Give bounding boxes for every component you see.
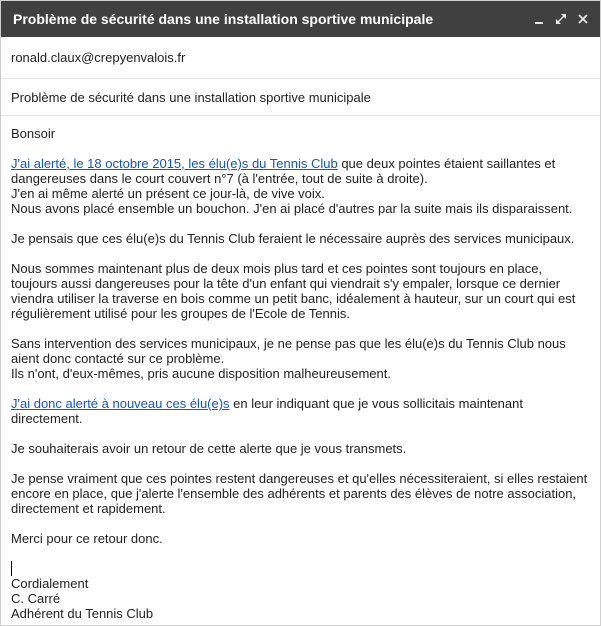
paragraph-8: Merci pour ce retour donc. <box>11 531 163 546</box>
signature <box>11 561 590 621</box>
link-second-alert[interactable]: J'ai donc alerté à nouveau ces élu(e)s <box>11 396 230 411</box>
minimize-icon[interactable] <box>528 8 550 30</box>
window-title: Problème de sécurité dans une installation sportive municipale <box>13 11 434 27</box>
paragraph-5: J'ai donc alerté à nouveau ces élu(e)s en leur indiquant que je vous sollicitais maintenant directement. <box>11 396 523 426</box>
paragraph-6: Je souhaiterais avoir un retour de cette alerte que je vous transmets. <box>11 441 407 456</box>
text-cursor <box>11 561 12 576</box>
recipient-value: ronald.claux@crepyenvalois.fr <box>11 50 186 65</box>
signature-role: Adhérent du Tennis Club <box>11 606 154 621</box>
recipient-field[interactable] <box>1 37 600 79</box>
paragraph-2: Je pensais que ces élu(e)s du Tennis Club feraient le nécessaire auprès des services municipaux. <box>11 231 575 246</box>
popout-icon[interactable] <box>550 8 572 30</box>
paragraph-4: Sans intervention des services municipaux, je ne pense pas que les élu(e)s du Tennis Club nous aient donc contacté sur ce problème. Ils n'ont, d'eux-mêmes, pris aucune disposition malheureusement. <box>11 336 566 381</box>
signature-name: C. Carré <box>11 591 61 606</box>
close-icon[interactable] <box>572 8 594 30</box>
signature-closing: Cordialement <box>11 576 89 591</box>
message-body[interactable] <box>1 116 600 621</box>
paragraph-1: J'ai alerté, le 18 octobre 2015, les élu(e)s du Tennis Club que deux pointes étaient saillantes et dangereuses dans le court couvert n°7 (à l'entrée, tout de suite à droite). J'en ai même alerté un présent ce jour-là, de vive voix. Nous avons placé ensemble un bouchon. J'en ai placé d'autres par la suite mais ils disparaissent. <box>11 156 573 216</box>
subject-field[interactable] <box>1 79 600 116</box>
subject-value: Problème de sécurité dans une installation sportive municipale <box>11 89 371 105</box>
paragraph-3: Nous sommes maintenant plus de deux mois plus tard et ces pointes sont toujours en place, toujours aussi dangereuses pour la tête d'un enfant qui viendrait s'y empaler, lorsque ce dernier viendra utiliser la traverse en bois comme un petit banc, idéalement à hauteur, sur un court qui est régulièrement utilisé pour les groupes de l'Ecole de Tennis. <box>11 261 576 321</box>
greeting: Bonsoir <box>11 126 56 141</box>
compose-titlebar[interactable] <box>1 1 600 37</box>
paragraph-7: Je pense vraiment que ces pointes restent dangereuses et qu'elles nécessiteraient, si elles restaient encore en place, que j'alerte l'ensemble des adhérents et parents des élèves de notre association, directement et rapidement. <box>11 471 588 516</box>
link-first-alert[interactable]: J'ai alerté, le 18 octobre 2015, les élu(e)s du Tennis Club <box>11 156 338 171</box>
titlebar-controls <box>528 8 594 30</box>
